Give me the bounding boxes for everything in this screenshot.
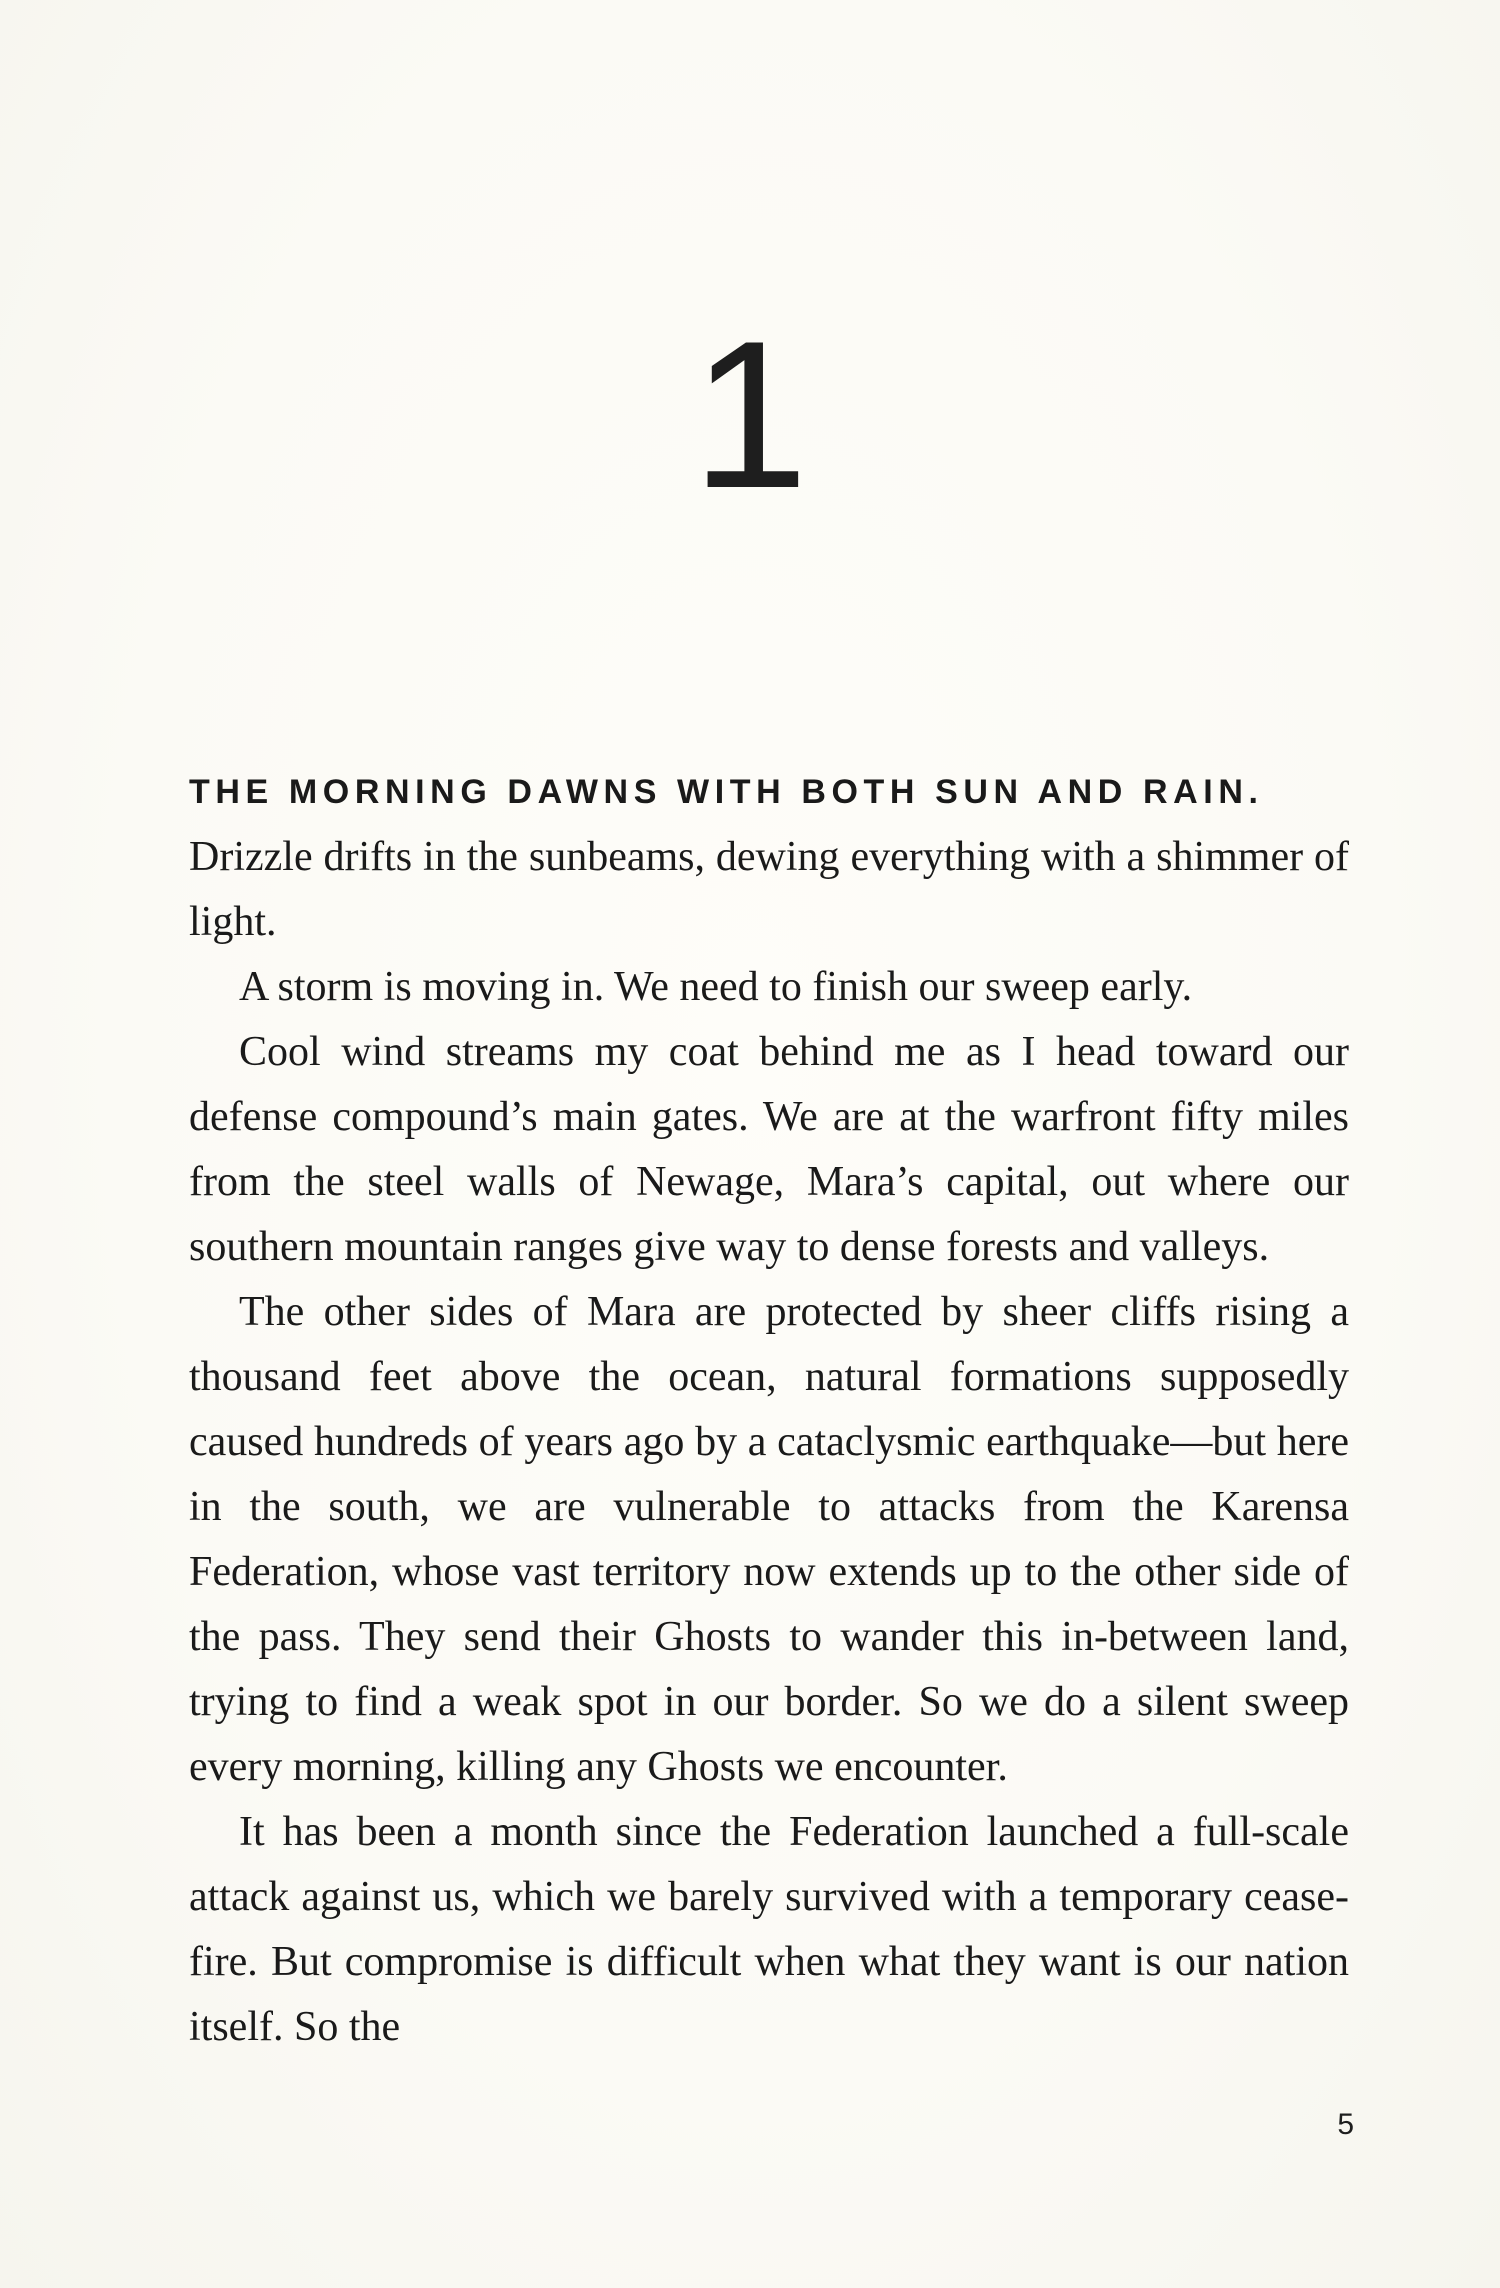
paragraph-3: Cool wind streams my coat behind me as I head toward our defense compound’s main gates. We are at the warfront fifty miles from the steel walls of Newage, Mara’s capital, out where our southern mountain ranges give way to dense forests and valleys.	[189, 1029, 1349, 1270]
paragraph-1: Drizzle drifts in the sunbeams, dewing everything with a shimmer of light.	[189, 834, 1349, 945]
paragraph-5: It has been a month since the Federation launched a full-scale attack against us, which we barely survived with a temporary cease-fire. But compromise is difficult when what they want is our nation itself. So the	[189, 1809, 1349, 2050]
chapter-number: 1	[691, 297, 809, 532]
chapter-text	[189, 760, 1349, 2060]
chapter-lead-in: THE MORNING DAWNS WITH BOTH SUN AND RAIN.	[189, 773, 1264, 811]
page-number: 5	[1337, 2108, 1354, 2141]
paragraph-2: A storm is moving in. We need to finish our sweep early.	[239, 964, 1193, 1010]
paragraph-4: The other sides of Mara are protected by sheer cliffs rising a thousand feet above the ocean, natural formations supposedly caused hundreds of years ago by a cataclysmic earthquake—but here in the south, we are vulnerable to attacks from the Karensa Federation, whose vast territory now extends up to the other side of the pass. They send their Ghosts to wander this in-between land, trying to find a weak spot in our border. So we do a silent sweep every morning, killing any Ghosts we encounter.	[189, 1289, 1349, 1790]
